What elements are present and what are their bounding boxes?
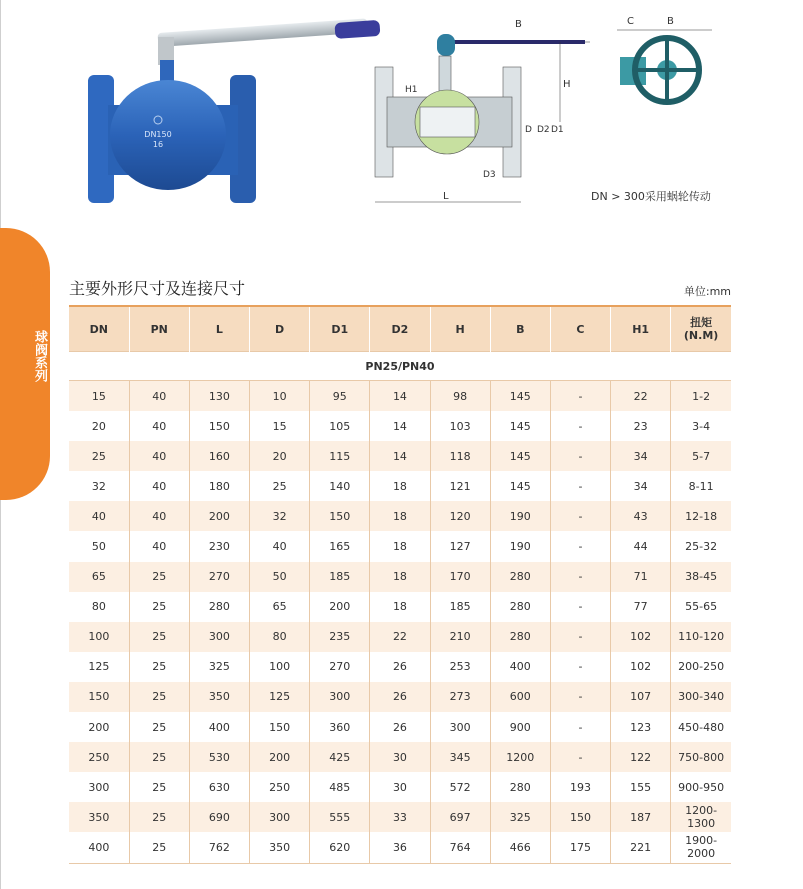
table-cell: 150 [550, 802, 610, 832]
column-header: DN [69, 306, 129, 352]
table-cell: 25 [129, 772, 189, 802]
table-cell: 175 [550, 832, 610, 863]
table-cell: 325 [189, 652, 249, 682]
table-cell: 360 [310, 712, 370, 742]
table-cell: 300 [69, 772, 129, 802]
section-title: 主要外形尺寸及连接尺寸 [69, 279, 246, 298]
table-cell: 345 [430, 742, 490, 772]
table-cell: 40 [129, 441, 189, 471]
table-cell: 193 [550, 772, 610, 802]
table-row [69, 381, 731, 412]
table-cell: 300-340 [671, 682, 731, 712]
label-D: D [525, 125, 532, 135]
table-cell: 572 [430, 772, 490, 802]
table-cell: 122 [611, 742, 671, 772]
column-header: L [189, 306, 249, 352]
table-cell: 50 [69, 531, 129, 561]
dimension-table [69, 305, 731, 864]
table-header-row [69, 306, 731, 352]
table-cell: - [550, 411, 610, 441]
table-cell: 25 [129, 652, 189, 682]
table-row [69, 712, 731, 742]
table-cell: 8-11 [671, 471, 731, 501]
side-category-label: 球阀系列 [32, 330, 47, 382]
valve-photo [80, 15, 390, 210]
table-cell: - [550, 652, 610, 682]
table-cell: 30 [370, 742, 430, 772]
table-cell: 15 [250, 411, 310, 441]
table-cell: 55-65 [671, 592, 731, 622]
table-cell: 170 [430, 562, 490, 592]
worm-gear-note: DN > 300采用蜗轮传动 [591, 190, 711, 203]
table-cell: 123 [611, 712, 671, 742]
table-cell: - [550, 471, 610, 501]
table-cell: 25 [129, 802, 189, 832]
table-cell: 325 [490, 802, 550, 832]
table-row [69, 832, 731, 863]
table-cell: 750-800 [671, 742, 731, 772]
label-B-gear: B [667, 16, 674, 27]
table-row [69, 772, 731, 802]
table-cell: 3-4 [671, 411, 731, 441]
column-header: PN [129, 306, 189, 352]
table-cell: 400 [189, 712, 249, 742]
table-cell: - [550, 592, 610, 622]
table-cell: 180 [189, 471, 249, 501]
table-cell: 900 [490, 712, 550, 742]
table-cell: - [550, 441, 610, 471]
table-cell: 185 [310, 562, 370, 592]
table-cell: 110-120 [671, 622, 731, 652]
table-cell: 121 [430, 471, 490, 501]
table-cell: 1200-1300 [671, 802, 731, 832]
table-cell: 18 [370, 562, 430, 592]
table-cell: 25 [129, 562, 189, 592]
table-row [69, 501, 731, 531]
table-cell: 300 [189, 622, 249, 652]
table-cell: - [550, 501, 610, 531]
table-cell: 150 [189, 411, 249, 441]
table-row [69, 622, 731, 652]
table-row [69, 441, 731, 471]
table-cell: 118 [430, 441, 490, 471]
table-cell: 34 [611, 441, 671, 471]
table-cell: 25 [129, 712, 189, 742]
table-cell: 14 [370, 411, 430, 441]
table-cell: 77 [611, 592, 671, 622]
table-cell: 44 [611, 531, 671, 561]
table-cell: 145 [490, 381, 550, 412]
table-cell: 466 [490, 832, 550, 863]
table-cell: 80 [250, 622, 310, 652]
table-row [69, 562, 731, 592]
column-header: B [490, 306, 550, 352]
table-cell: 350 [189, 682, 249, 712]
table-row [69, 802, 731, 832]
table-cell: - [550, 562, 610, 592]
label-H: H [563, 79, 571, 90]
table-cell: 80 [69, 592, 129, 622]
table-cell: 32 [250, 501, 310, 531]
table-cell: 253 [430, 652, 490, 682]
column-header: C [550, 306, 610, 352]
table-cell: 65 [69, 562, 129, 592]
table-cell: 140 [310, 471, 370, 501]
table-cell: 102 [611, 652, 671, 682]
table-cell: 150 [310, 501, 370, 531]
table-cell: 145 [490, 441, 550, 471]
table-cell: 12-18 [671, 501, 731, 531]
pressure-group-label: PN25/PN40 [69, 352, 731, 381]
table-cell: 5-7 [671, 441, 731, 471]
table-cell: - [550, 682, 610, 712]
table-cell: 33 [370, 802, 430, 832]
table-cell: 107 [611, 682, 671, 712]
table-cell: 14 [370, 441, 430, 471]
table-cell: 250 [250, 772, 310, 802]
table-cell: 485 [310, 772, 370, 802]
column-header: D [250, 306, 310, 352]
table-cell: 530 [189, 742, 249, 772]
table-cell: 25 [129, 622, 189, 652]
table-cell: 71 [611, 562, 671, 592]
table-cell: 25 [129, 592, 189, 622]
table-cell: 25 [129, 682, 189, 712]
table-cell: 200 [250, 742, 310, 772]
table-cell: 40 [129, 501, 189, 531]
table-cell: 764 [430, 832, 490, 863]
table-cell: 22 [370, 622, 430, 652]
table-cell: 102 [611, 622, 671, 652]
table-cell: 160 [189, 441, 249, 471]
table-cell: 26 [370, 682, 430, 712]
table-cell: 34 [611, 471, 671, 501]
column-header: H1 [611, 306, 671, 352]
label-D2: D2 [537, 125, 550, 135]
table-row [69, 682, 731, 712]
label-D3: D3 [483, 170, 496, 180]
table-cell: 1-2 [671, 381, 731, 412]
worm-gear-drawing [612, 12, 722, 122]
table-cell: 50 [250, 562, 310, 592]
table-cell: 100 [69, 622, 129, 652]
table-cell: - [550, 381, 610, 412]
table-cell: 300 [250, 802, 310, 832]
table-cell: 105 [310, 411, 370, 441]
table-cell: 25 [129, 742, 189, 772]
table-cell: 145 [490, 411, 550, 441]
table-cell: 32 [69, 471, 129, 501]
label-H1: H1 [405, 85, 418, 95]
table-cell: 18 [370, 592, 430, 622]
pressure-group-row [69, 352, 731, 381]
table-cell: 450-480 [671, 712, 731, 742]
table-cell: 270 [189, 562, 249, 592]
table-cell: 400 [69, 832, 129, 863]
table-cell: 127 [430, 531, 490, 561]
column-header: 扭矩 (N.M) [671, 306, 731, 352]
table-cell: 18 [370, 501, 430, 531]
table-cell: 187 [611, 802, 671, 832]
table-cell: 210 [430, 622, 490, 652]
table-cell: 38-45 [671, 562, 731, 592]
label-L: L [443, 191, 449, 202]
table-cell: 25 [129, 832, 189, 863]
column-header: D1 [310, 306, 370, 352]
table-cell: 130 [189, 381, 249, 412]
table-cell: 190 [490, 531, 550, 561]
table-cell: 14 [370, 381, 430, 412]
table-cell: 300 [430, 712, 490, 742]
table-cell: 15 [69, 381, 129, 412]
table-cell: 18 [370, 531, 430, 561]
table-cell: - [550, 712, 610, 742]
table-cell: 280 [490, 622, 550, 652]
table-cell: 221 [611, 832, 671, 863]
table-cell: 150 [69, 682, 129, 712]
table-cell: 235 [310, 622, 370, 652]
photo-marking-pressure: 16 [152, 140, 164, 149]
table-cell: 40 [250, 531, 310, 561]
table-cell: 190 [490, 501, 550, 531]
table-row [69, 652, 731, 682]
table-cell: 98 [430, 381, 490, 412]
table-cell: 1200 [490, 742, 550, 772]
table-cell: - [550, 622, 610, 652]
table-cell: 165 [310, 531, 370, 561]
table-cell: 65 [250, 592, 310, 622]
table-cell: 620 [310, 832, 370, 863]
table-cell: 40 [129, 381, 189, 412]
photo-marking-size: DN150 [144, 130, 172, 139]
table-cell: 40 [129, 411, 189, 441]
label-B: B [515, 19, 522, 30]
table-cell: 22 [611, 381, 671, 412]
table-cell: 555 [310, 802, 370, 832]
table-row [69, 411, 731, 441]
table-cell: 40 [69, 501, 129, 531]
table-cell: 95 [310, 381, 370, 412]
column-header: H [430, 306, 490, 352]
table-cell: 270 [310, 652, 370, 682]
table-cell: 25 [250, 471, 310, 501]
table-cell: 155 [611, 772, 671, 802]
table-cell: 10 [250, 381, 310, 412]
table-cell: 200 [310, 592, 370, 622]
table-row [69, 592, 731, 622]
table-cell: 350 [250, 832, 310, 863]
table-cell: 300 [310, 682, 370, 712]
table-cell: 697 [430, 802, 490, 832]
table-cell: 185 [430, 592, 490, 622]
table-cell: 1900-2000 [671, 832, 731, 863]
table-cell: 26 [370, 652, 430, 682]
table-cell: 25-32 [671, 531, 731, 561]
table-cell: 36 [370, 832, 430, 863]
table-cell: 20 [250, 441, 310, 471]
table-cell: 125 [69, 652, 129, 682]
table-cell: 43 [611, 501, 671, 531]
table-cell: 350 [69, 802, 129, 832]
table-cell: 280 [189, 592, 249, 622]
table-cell: 120 [430, 501, 490, 531]
table-cell: 690 [189, 802, 249, 832]
table-cell: 425 [310, 742, 370, 772]
table-cell: 280 [490, 562, 550, 592]
table-row [69, 471, 731, 501]
table-cell: 20 [69, 411, 129, 441]
table-cell: 115 [310, 441, 370, 471]
table-cell: 25 [69, 441, 129, 471]
table-cell: 230 [189, 531, 249, 561]
table-cell: 762 [189, 832, 249, 863]
table-cell: 400 [490, 652, 550, 682]
table-cell: 145 [490, 471, 550, 501]
table-cell: 103 [430, 411, 490, 441]
table-cell: 200-250 [671, 652, 731, 682]
table-cell: 280 [490, 592, 550, 622]
table-cell: 250 [69, 742, 129, 772]
label-D1: D1 [551, 125, 564, 135]
table-cell: - [550, 742, 610, 772]
table-cell: 900-950 [671, 772, 731, 802]
table-cell: 200 [189, 501, 249, 531]
table-cell: 18 [370, 471, 430, 501]
label-C: C [627, 16, 634, 27]
table-cell: 280 [490, 772, 550, 802]
table-cell: 273 [430, 682, 490, 712]
table-cell: 40 [129, 531, 189, 561]
table-cell: 200 [69, 712, 129, 742]
table-cell: 630 [189, 772, 249, 802]
table-cell: 40 [129, 471, 189, 501]
table-cell: 23 [611, 411, 671, 441]
table-cell: 100 [250, 652, 310, 682]
valve-section-drawing [365, 12, 605, 212]
table-row [69, 531, 731, 561]
table-cell: 125 [250, 682, 310, 712]
table-cell: - [550, 531, 610, 561]
table-row [69, 742, 731, 772]
table-cell: 26 [370, 712, 430, 742]
table-cell: 600 [490, 682, 550, 712]
column-header: D2 [370, 306, 430, 352]
table-cell: 30 [370, 772, 430, 802]
table-cell: 150 [250, 712, 310, 742]
unit-label: 单位:mm [683, 285, 731, 298]
